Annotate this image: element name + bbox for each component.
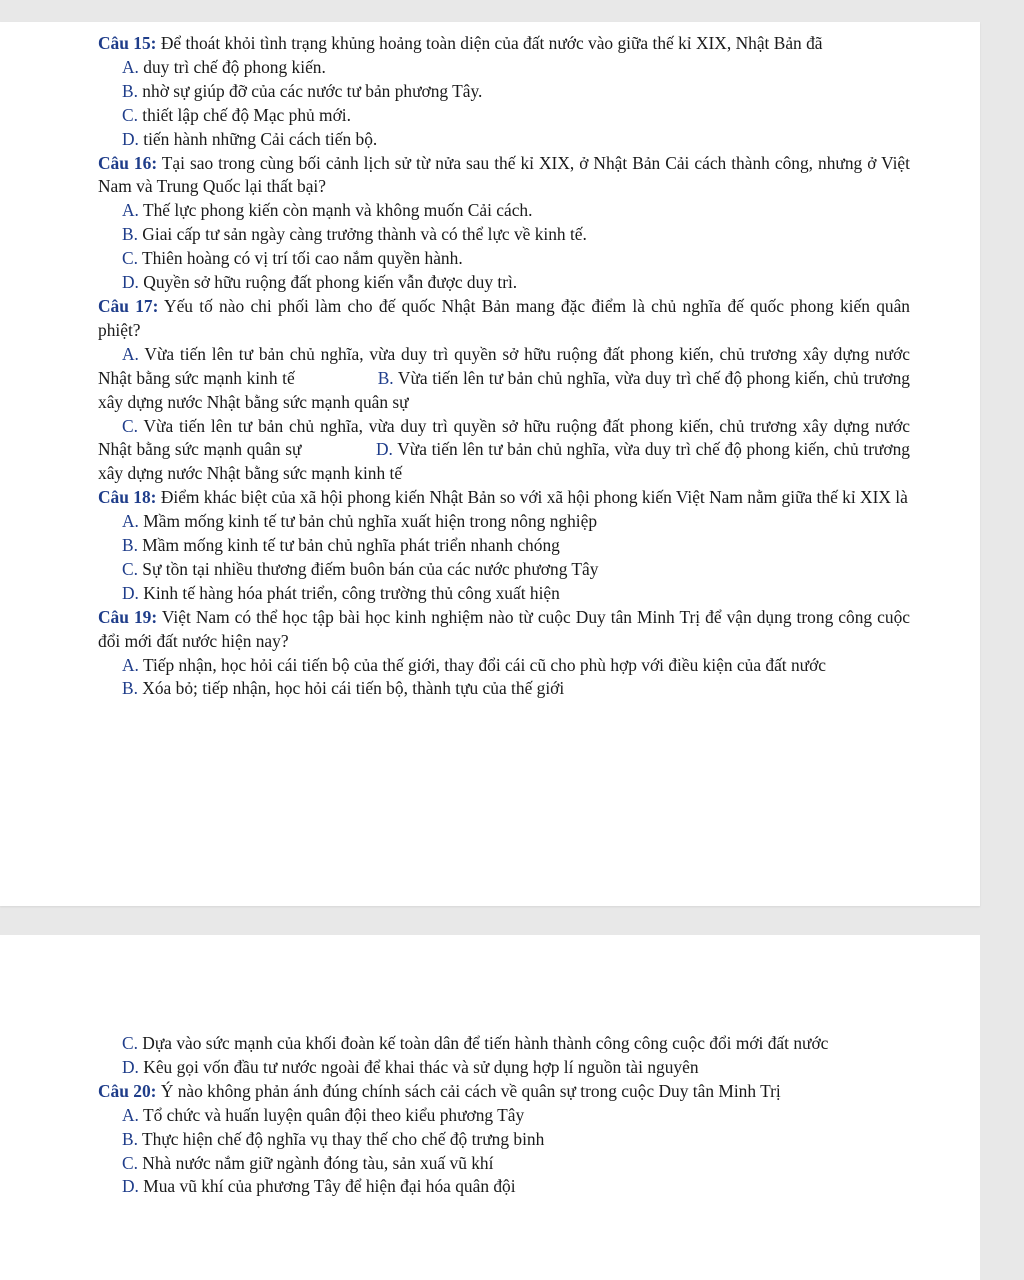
option-a [98, 1104, 910, 1128]
question-number: Câu 20: [98, 1080, 157, 1101]
option-letter: A. [122, 56, 139, 77]
option-b [98, 223, 910, 247]
option-letter: C. [122, 1152, 138, 1173]
option-letter: B. [122, 1128, 138, 1149]
page-2-content [98, 1032, 910, 1199]
option-letter: A. [122, 343, 139, 364]
option-text: Kêu gọi vốn đầu tư nước ngoài để khai thác và sử dụng hợp lí nguồn tài nguyên [138, 1056, 699, 1077]
option-text: Thế lực phong kiến còn mạnh và không muốn Cải cách. [138, 200, 533, 221]
option-text: Mầm mống kinh tế tư bản chủ nghĩa xuất hiện trong nông nghiệp [138, 511, 598, 532]
option-c [98, 247, 910, 271]
option-c [98, 104, 910, 128]
question-text: Điểm khác biệt của xã hội phong kiến Nhật Bản so với xã hội phong kiến Việt Nam nằm giữa thế kỉ XIX là [156, 487, 908, 508]
option-b [98, 677, 910, 701]
question-text: Để thoát khỏi tình trạng khủng hoảng toàn diện của đất nước vào giữa thế kỉ XIX, Nhật Bản đã [156, 33, 823, 53]
option-b-text: Vừa tiến lên tư bản chủ nghĩa, vừa duy trì chế độ phong kiến, chủ trương xây dựng nước Nhật bằng sức mạnh quân sự [98, 367, 910, 412]
option-d [98, 271, 910, 295]
options-a-b [98, 343, 910, 415]
option-text: Tổ chức và huấn luyện quân đội theo kiểu phương Tây [138, 1104, 525, 1125]
option-letter: D. [375, 439, 393, 460]
option-c [98, 558, 910, 582]
option-text: duy trì chế độ phong kiến. [138, 56, 326, 77]
option-letter: A. [122, 511, 139, 532]
option-c-text: Vừa tiến lên tư bản chủ nghĩa, vừa duy trì quyền sở hữu ruộng đất phong kiến, chủ trương xây dựng nước Nhật bằng sức mạnh quân sự [98, 415, 910, 460]
question-number: Câu 15: [98, 33, 157, 53]
option-b [98, 534, 910, 558]
question-text: Yếu tố nào chi phối làm cho đế quốc Nhật Bản mang đặc điểm là chủ nghĩa đế quốc phong kiến quân phiệt? [98, 295, 910, 340]
option-letter: B. [122, 224, 138, 245]
question-text: Tại sao trong cùng bối cảnh lịch sử từ nửa sau thế kỉ XIX, ở Nhật Bản Cải cách thành công, nhưng ở Việt Nam và Trung Quốc lại thất bại? [98, 152, 910, 197]
question-number: Câu 16: [98, 152, 158, 173]
option-a-text: Vừa tiến lên tư bản chủ nghĩa, vừa duy trì quyền sở hữu ruộng đất phong kiến, chủ trương xây dựng nước Nhật bằng sức mạnh kinh tế [98, 343, 910, 388]
option-b [98, 1128, 910, 1152]
page-1-content [98, 32, 910, 701]
option-text: Xóa bỏ; tiếp nhận, học hỏi cái tiến bộ, thành tựu của thế giới [137, 678, 565, 699]
option-letter: D. [122, 272, 139, 293]
option-c [98, 1152, 910, 1176]
question-18 [98, 486, 910, 510]
option-d-text: Vừa tiến lên tư bản chủ nghĩa, vừa duy trì chế độ phong kiến, chủ trương xây dựng nước Nhật bằng sức mạnh kinh tế [98, 439, 910, 484]
option-letter: A. [122, 200, 139, 221]
option-text: Nhà nước nắm giữ ngành đóng tàu, sản xuấ vũ khí [137, 1152, 494, 1173]
option-text: Mầm mống kinh tế tư bản chủ nghĩa phát triển nhanh chóng [137, 535, 560, 556]
option-letter: C. [122, 558, 138, 579]
option-text: Kinh tế hàng hóa phát triển, công trường thủ công xuất hiện [138, 582, 560, 603]
option-letter: D. [122, 1176, 139, 1197]
question-19 [98, 606, 910, 654]
option-text: Dựa vào sức mạnh của khối đoàn kế toàn dân để tiến hành thành công công cuộc đổi mới đất nước [137, 1033, 829, 1053]
question-text: Việt Nam có thể học tập bài học kinh nghiệm nào từ cuộc Duy tân Minh Trị để vận dụng trong công cuộc đổi mới đất nước hiện nay? [98, 606, 910, 651]
question-15 [98, 32, 910, 56]
option-letter: C. [122, 1033, 138, 1053]
option-text: Giai cấp tư sản ngày càng trưởng thành và có thể lực về kinh tế. [137, 224, 587, 245]
option-a [98, 56, 910, 80]
option-a [98, 654, 910, 678]
option-c [98, 1032, 910, 1056]
option-a [98, 510, 910, 534]
option-d [98, 1056, 910, 1080]
document-page-1 [0, 22, 980, 906]
option-text: Tiếp nhận, học hỏi cái tiến bộ của thế giới, thay đổi cái cũ cho phù hợp với điều kiện của đất nước [138, 654, 827, 675]
option-letter: C. [122, 248, 138, 269]
option-text: Mua vũ khí của phương Tây để hiện đại hóa quân đội [138, 1176, 516, 1197]
option-letter: B. [122, 535, 138, 556]
question-20 [98, 1080, 910, 1104]
question-text: Ý nào không phản ánh đúng chính sách cải cách về quân sự trong cuộc Duy tân Minh Trị [156, 1080, 781, 1101]
option-letter: A. [122, 654, 139, 675]
option-d [98, 128, 910, 152]
question-number: Câu 17: [98, 295, 159, 316]
option-letter: D. [122, 128, 139, 149]
option-text: Thực hiện chế độ nghĩa vụ thay thế cho chế độ trưng binh [137, 1128, 545, 1149]
options-c-d [98, 415, 910, 487]
option-letter: B. [122, 80, 138, 101]
question-number: Câu 19: [98, 606, 158, 627]
option-text: Sự tồn tại nhiều thương điếm buôn bán của các nước phương Tây [137, 558, 599, 579]
option-d [98, 1175, 910, 1199]
option-letter: B. [122, 678, 138, 699]
question-number: Câu 18: [98, 487, 157, 508]
option-letter: D. [122, 582, 139, 603]
option-text: nhờ sự giúp đỡ của các nước tư bản phương Tây. [137, 80, 483, 101]
question-17 [98, 295, 910, 343]
option-letter: D. [122, 1056, 139, 1077]
question-16 [98, 152, 910, 200]
option-text: Quyền sở hữu ruộng đất phong kiến vẫn được duy trì. [138, 272, 518, 293]
option-letter: C. [122, 104, 138, 125]
option-d [98, 582, 910, 606]
option-b [98, 80, 910, 104]
option-letter: B. [377, 367, 394, 388]
option-letter: A. [122, 1104, 139, 1125]
option-a [98, 199, 910, 223]
document-page-2 [0, 935, 980, 1280]
option-letter: C. [122, 415, 138, 436]
option-text: Thiên hoàng có vị trí tối cao nắm quyền hành. [137, 248, 463, 269]
option-text: tiến hành những Cải cách tiến bộ. [138, 128, 378, 149]
option-text: thiết lập chế độ Mạc phủ mới. [137, 104, 351, 125]
